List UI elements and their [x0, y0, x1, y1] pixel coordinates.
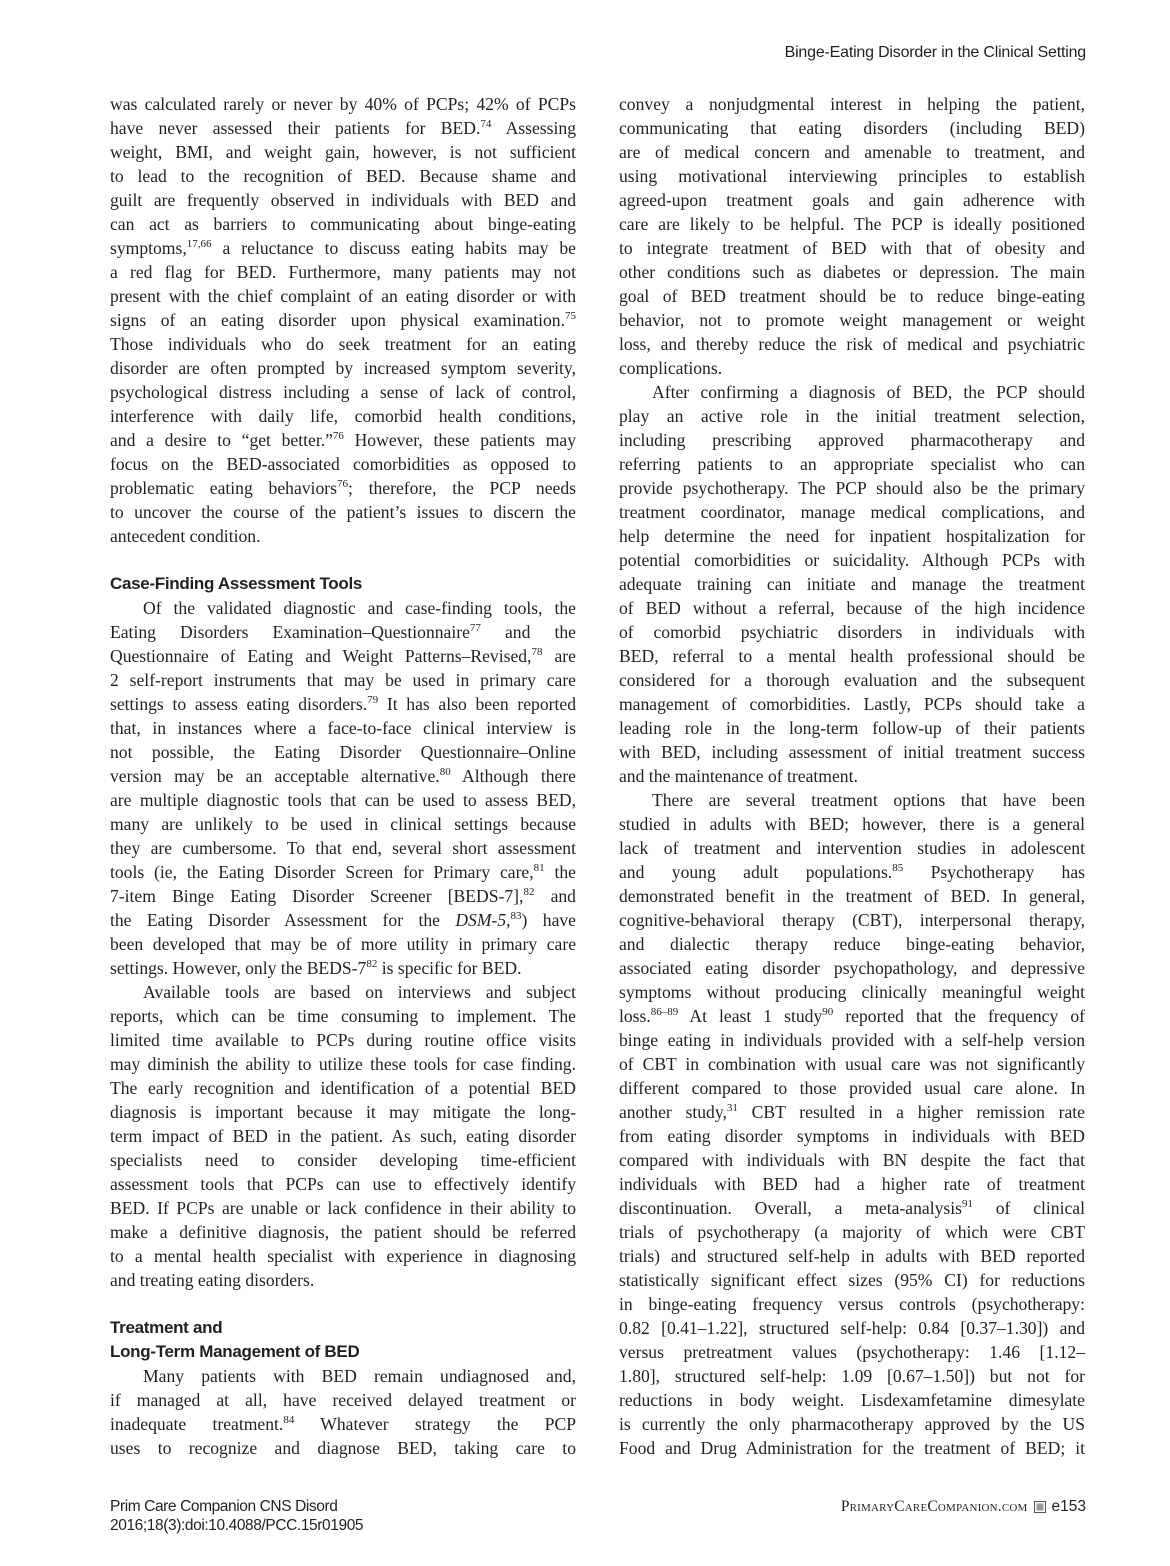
text-line	[110, 1196, 576, 1220]
text-line	[619, 1436, 1085, 1460]
line-text: Although there	[450, 766, 576, 786]
text-line	[110, 932, 576, 956]
paragraph	[110, 92, 576, 548]
line-text: is specific for BED.	[377, 958, 522, 978]
paragraph	[619, 788, 1085, 1460]
line-text: the Eating Disorder Assessment for the	[110, 910, 456, 930]
line-text: and the maintenance of treatment.	[619, 766, 858, 786]
paragraph	[619, 380, 1085, 788]
text-line	[619, 884, 1085, 908]
line-text: focus on the BED-associated comorbidities as opposed to	[110, 454, 576, 474]
line-text: make a definitive diagnosis, the patient should be referred	[110, 1222, 576, 1242]
line-text: Assessing	[491, 118, 576, 138]
line-text: different compared to those provided usual care alone. In	[619, 1078, 1085, 1098]
reference-superscript: 79	[367, 694, 379, 706]
line-text: of BED without a referral, because of the high incidence	[619, 598, 1085, 618]
text-line	[110, 884, 576, 908]
line-text: many are unlikely to be used in clinical settings because	[110, 814, 576, 834]
line-text: demonstrated benefit in the treatment of BED. In general,	[619, 886, 1085, 906]
text-line	[110, 1220, 576, 1244]
line-text: antecedent condition.	[110, 526, 261, 546]
line-text: goal of BED treatment should be to reduce binge-eating	[619, 286, 1085, 306]
line-text: symptoms without producing clinically meaningful weight	[619, 982, 1085, 1002]
line-text: communicating that eating disorders (including BED)	[619, 118, 1085, 138]
left-column	[110, 92, 576, 1460]
reference-superscript: 91	[961, 1198, 973, 1210]
text-line	[110, 788, 576, 812]
text-line	[619, 1148, 1085, 1172]
line-text: are of medical concern and amenable to treatment, and	[619, 142, 1085, 162]
line-text: However, these patients may	[343, 430, 576, 450]
text-line	[619, 980, 1085, 1004]
line-text: signs of an eating disorder upon physical examination.	[110, 310, 565, 330]
text-line	[619, 1340, 1085, 1364]
text-line	[110, 1052, 576, 1076]
line-text: assessment tools that PCPs can use to effectively identify	[110, 1174, 576, 1194]
text-line	[619, 1316, 1085, 1340]
line-text: referring patients to an appropriate specialist who can	[619, 454, 1085, 474]
text-line	[110, 644, 576, 668]
text-line	[619, 284, 1085, 308]
spacer	[110, 548, 576, 572]
text-line	[619, 1364, 1085, 1388]
paragraph	[110, 980, 576, 1292]
line-text: present with the chief complaint of an eating disorder or with	[110, 286, 576, 306]
line-text: to lead to the recognition of BED. Because shame and	[110, 166, 576, 186]
reference-superscript: 82	[523, 886, 535, 898]
text-line	[110, 860, 576, 884]
text-line	[619, 788, 1085, 812]
line-text: potential comorbidities or suicidality. Although PCPs with	[619, 550, 1085, 570]
line-text: statistically significant effect sizes (95% CI) for reductions	[619, 1270, 1085, 1290]
line-text: reported that the frequency of	[833, 1006, 1085, 1026]
section-heading: Treatment and	[110, 1318, 223, 1337]
footer-site-page	[841, 1497, 1086, 1516]
text-line	[619, 812, 1085, 836]
text-line	[619, 1268, 1085, 1292]
line-text: they are cumbersome. To that end, several short assessment	[110, 838, 576, 858]
journal-name: Prim Care Companion CNS Disord	[110, 1498, 338, 1515]
line-text: a reluctance to discuss eating habits may be	[211, 238, 576, 258]
line-text: lack of treatment and intervention studies in adolescent	[619, 838, 1085, 858]
line-text: another study,	[619, 1102, 727, 1122]
text-line	[619, 1220, 1085, 1244]
spacer	[110, 1292, 576, 1316]
paragraph	[110, 596, 576, 980]
text-line	[619, 212, 1085, 236]
text-line	[110, 692, 576, 716]
text-line	[619, 260, 1085, 284]
line-text: treatment coordinator, manage medical complications, and	[619, 502, 1085, 522]
line-text: 1.80], structured self-help: 1.09 [0.67–1.50]) but not for	[619, 1366, 1085, 1386]
text-line	[619, 1196, 1085, 1220]
text-line	[619, 836, 1085, 860]
reference-superscript: 76	[336, 478, 348, 490]
text-line	[619, 572, 1085, 596]
line-text: weight, BMI, and weight gain, however, is not sufficient	[110, 142, 576, 162]
line-text: reductions in body weight. Lisdexamfetamine dimesylate	[619, 1390, 1085, 1410]
line-text: Many patients with BED remain undiagnosed and,	[143, 1366, 576, 1386]
line-text: Those individuals who do seek treatment for an eating	[110, 334, 576, 354]
journal-doi: 2016;18(3):doi:10.4088/PCC.15r01905	[110, 1517, 364, 1534]
line-text: BED, referral to a mental health professional should be	[619, 646, 1085, 666]
text-line	[110, 452, 576, 476]
text-line	[110, 428, 576, 452]
text-line	[619, 1292, 1085, 1316]
paragraph	[619, 92, 1085, 380]
text-line	[619, 332, 1085, 356]
line-text: symptoms,	[110, 238, 187, 258]
line-text: loss, and thereby reduce the risk of medical and psychiatric	[619, 334, 1085, 354]
text-line	[619, 116, 1085, 140]
line-text: and	[534, 886, 576, 906]
text-line	[619, 764, 1085, 788]
line-text: term impact of BED in the patient. As such, eating disorder	[110, 1126, 576, 1146]
text-line	[619, 524, 1085, 548]
text-line	[619, 308, 1085, 332]
line-text: that, in instances where a face-to-face clinical interview is	[110, 718, 576, 738]
line-text: 0.82 [0.41–1.22], structured self-help: 0.84 [0.37–1.30]) and	[619, 1318, 1085, 1338]
text-line	[110, 1124, 576, 1148]
line-text: BED. If PCPs are unable or lack confidence in their ability to	[110, 1198, 576, 1218]
line-text: psychological distress including a sense of lack of control,	[110, 382, 576, 402]
text-line	[110, 1076, 576, 1100]
line-text: limited time available to PCPs during routine office visits	[110, 1030, 576, 1050]
line-text: have never assessed their patients for BED.	[110, 118, 481, 138]
line-text: if managed at all, have received delayed treatment or	[110, 1390, 576, 1410]
text-line	[619, 596, 1085, 620]
line-text: from eating disorder symptoms in individuals with BED	[619, 1126, 1085, 1146]
line-text: compared with individuals with BN despite the fact that	[619, 1150, 1085, 1170]
text-line	[619, 1244, 1085, 1268]
line-text: including prescribing approved pharmacotherapy and	[619, 430, 1085, 450]
text-line	[110, 164, 576, 188]
text-line	[619, 1076, 1085, 1100]
reference-superscript: 31	[726, 1102, 738, 1114]
reference-superscript: 85	[892, 862, 904, 874]
text-line	[110, 1412, 576, 1436]
text-line	[110, 620, 576, 644]
italic-text: DSM-5	[455, 910, 507, 930]
line-text: to a mental health specialist with experience in diagnosing	[110, 1246, 576, 1266]
text-line	[619, 1124, 1085, 1148]
text-line	[110, 308, 576, 332]
line-text: management of comorbidities. Lastly, PCPs should take a	[619, 694, 1085, 714]
line-text: and dialectic therapy reduce binge-eating behavior,	[619, 934, 1085, 954]
text-line	[110, 212, 576, 236]
line-text: binge eating in individuals provided with a self-help version	[619, 1030, 1085, 1050]
line-text: associated eating disorder psychopathology, and depressive	[619, 958, 1085, 978]
line-text: leading role in the long-term follow-up of their patients	[619, 718, 1085, 738]
text-line	[619, 428, 1085, 452]
text-line	[619, 404, 1085, 428]
text-line	[110, 380, 576, 404]
line-text: provide psychotherapy. The PCP should also be the primary	[619, 478, 1085, 498]
line-text: ,	[506, 910, 511, 930]
line-text: studied in adults with BED; however, there is a general	[619, 814, 1085, 834]
text-line	[110, 1244, 576, 1268]
line-text: help determine the need for inpatient hospitalization for	[619, 526, 1085, 546]
reference-superscript: 78	[531, 646, 543, 658]
text-line	[619, 1100, 1085, 1124]
reference-superscript: 77	[469, 622, 481, 634]
line-text: is currently the only pharmacotherapy approved by the US	[619, 1414, 1085, 1434]
text-line	[619, 380, 1085, 404]
text-line	[110, 908, 576, 932]
line-text: been developed that may be of more utility in primary care	[110, 934, 576, 954]
reference-superscript: 17,66	[186, 238, 212, 250]
line-text: care are likely to be helpful. The PCP is ideally positioned	[619, 214, 1085, 234]
line-text: ; therefore, the PCP needs	[347, 478, 576, 498]
reference-superscript: 83	[510, 910, 522, 922]
line-text: of CBT in combination with usual care was not significantly	[619, 1054, 1085, 1074]
text-line	[110, 1100, 576, 1124]
line-text: ) have	[521, 910, 576, 930]
line-text: to integrate treatment of BED with that of obesity and	[619, 238, 1085, 258]
right-column	[619, 92, 1085, 1460]
line-text: Of the validated diagnostic and case-finding tools, the	[143, 598, 576, 618]
line-text: and young adult populations.	[619, 862, 893, 882]
line-text: settings. However, only the BEDS-7	[110, 958, 367, 978]
line-text: was calculated rarely or never by 40% of PCPs; 42% of PCPs	[110, 94, 576, 114]
line-text: Food and Drug Administration for the treatment of BED; it	[619, 1438, 1085, 1458]
line-text: convey a nonjudgmental interest in helping the patient,	[619, 94, 1085, 114]
text-line	[619, 716, 1085, 740]
line-text: Psychotherapy has	[903, 862, 1085, 882]
line-text: At least 1 study	[678, 1006, 823, 1026]
reference-superscript: 75	[565, 310, 576, 322]
text-line	[619, 932, 1085, 956]
text-line	[619, 164, 1085, 188]
text-line	[110, 812, 576, 836]
text-line	[110, 716, 576, 740]
text-line	[110, 236, 576, 260]
text-line	[619, 1004, 1085, 1028]
text-line	[110, 356, 576, 380]
text-line	[110, 1028, 576, 1052]
text-line	[110, 524, 576, 548]
reference-superscript: 81	[533, 862, 545, 874]
line-text: with BED, including assessment of initial treatment success	[619, 742, 1085, 762]
line-text: trials) and structured self-help in adults with BED reported	[619, 1246, 1085, 1266]
text-line	[619, 956, 1085, 980]
reference-superscript: 90	[822, 1006, 834, 1018]
line-text: tools (ie, the Eating Disorder Screen for Primary care,	[110, 862, 534, 882]
line-text: Questionnaire of Eating and Weight Patterns–Revised,	[110, 646, 532, 666]
reference-superscript: 86–89	[650, 1006, 679, 1018]
line-text: version may be an acceptable alternative.	[110, 766, 440, 786]
square-bullet-icon	[1034, 1501, 1046, 1513]
website-link[interactable]: PrimaryCareCompanion.com	[840, 1498, 1028, 1515]
text-line	[110, 92, 576, 116]
text-line	[619, 1172, 1085, 1196]
text-line	[619, 740, 1085, 764]
page-number: e153	[1051, 1498, 1086, 1515]
text-line	[110, 1364, 576, 1388]
line-text: using motivational interviewing principles to establish	[619, 166, 1085, 186]
text-line	[110, 1268, 576, 1292]
text-line	[619, 1028, 1085, 1052]
line-text: The early recognition and identification of a potential BED	[110, 1078, 576, 1098]
line-text: guilt are frequently observed in individuals with BED and	[110, 190, 576, 210]
text-line	[619, 452, 1085, 476]
text-line	[110, 1148, 576, 1172]
reference-superscript: 80	[439, 766, 451, 778]
text-line	[619, 1388, 1085, 1412]
line-text: 7-item Binge Eating Disorder Screener [BEDS-7],	[110, 886, 524, 906]
text-line	[619, 356, 1085, 380]
text-line	[619, 140, 1085, 164]
line-text: agreed-upon treatment goals and gain adherence with	[619, 190, 1085, 210]
text-line	[110, 740, 576, 764]
line-text: to uncover the course of the patient’s issues to discern the	[110, 502, 576, 522]
line-text: in binge-eating frequency versus controls (psychotherapy:	[619, 1294, 1085, 1314]
text-line	[110, 332, 576, 356]
line-text: not possible, the Eating Disorder Questionnaire–Online	[110, 742, 576, 762]
line-text: the	[544, 862, 576, 882]
text-line	[619, 548, 1085, 572]
line-text: adequate training can initiate and manage the treatment	[619, 574, 1085, 594]
text-line	[110, 596, 576, 620]
line-text: After confirming a diagnosis of BED, the PCP should	[652, 382, 1085, 402]
text-line	[110, 1388, 576, 1412]
line-text: 2 self-report instruments that may be used in primary care	[110, 670, 576, 690]
line-text: It has also been reported	[378, 694, 577, 714]
text-line	[110, 1436, 576, 1460]
line-text: are multiple diagnostic tools that can be used to assess BED,	[110, 790, 576, 810]
line-text: inadequate treatment.	[110, 1414, 284, 1434]
line-text: and treating eating disorders.	[110, 1270, 315, 1290]
reference-superscript: 82	[366, 958, 378, 970]
line-text: behavior, not to promote weight management or weight	[619, 310, 1085, 330]
journal-citation	[110, 1497, 363, 1535]
reference-superscript: 76	[332, 430, 344, 442]
text-line	[110, 116, 576, 140]
line-text: cognitive-behavioral therapy (CBT), interpersonal therapy,	[619, 910, 1085, 930]
line-text: and the	[480, 622, 576, 642]
section-heading: Long-Term Management of BED	[110, 1342, 360, 1361]
text-line	[110, 404, 576, 428]
line-text: Available tools are based on interviews and subject	[143, 982, 576, 1002]
line-text: specialists need to consider developing time-efficient	[110, 1150, 576, 1170]
line-text: CBT resulted in a higher remission rate	[737, 1102, 1085, 1122]
line-text: a red flag for BED. Furthermore, many patients may not	[110, 262, 576, 282]
text-line	[110, 140, 576, 164]
text-line	[619, 500, 1085, 524]
line-text: loss.	[619, 1006, 651, 1026]
reference-superscript: 84	[283, 1414, 295, 1426]
text-line	[110, 284, 576, 308]
text-line	[619, 620, 1085, 644]
text-line	[110, 668, 576, 692]
text-line	[619, 644, 1085, 668]
line-text: individuals with BED had a higher rate of treatment	[619, 1174, 1085, 1194]
text-line	[110, 476, 576, 500]
line-text: trials of psychotherapy (a majority of which were CBT	[619, 1222, 1085, 1242]
line-text: diagnosis is important because it may mitigate the long-	[110, 1102, 576, 1122]
line-text: can act as barriers to communicating about binge-eating	[110, 214, 576, 234]
line-text: other conditions such as diabetes or depression. The main	[619, 262, 1085, 282]
text-line	[619, 1412, 1085, 1436]
text-line	[619, 668, 1085, 692]
text-line	[619, 692, 1085, 716]
line-text: disorder are often prompted by increased symptom severity,	[110, 358, 576, 378]
line-text: uses to recognize and diagnose BED, taking care to	[110, 1438, 576, 1458]
text-line	[619, 1052, 1085, 1076]
text-line	[110, 1004, 576, 1028]
line-text: settings to assess eating disorders.	[110, 694, 368, 714]
running-title: Binge-Eating Disorder in the Clinical Setting	[784, 44, 1086, 61]
line-text: are	[542, 646, 576, 666]
text-line	[110, 764, 576, 788]
reference-superscript: 74	[480, 118, 492, 130]
line-text: Eating Disorders Examination–Questionnaire	[110, 622, 470, 642]
text-line	[110, 188, 576, 212]
line-text: complications.	[619, 358, 723, 378]
text-line	[619, 860, 1085, 884]
paragraph	[110, 1364, 576, 1460]
text-line	[619, 476, 1085, 500]
text-line	[110, 500, 576, 524]
text-line	[110, 980, 576, 1004]
text-line	[110, 260, 576, 284]
text-line	[110, 836, 576, 860]
line-text: reports, which can be time consuming to implement. The	[110, 1006, 576, 1026]
line-text: of clinical	[972, 1198, 1085, 1218]
line-text: discontinuation. Overall, a meta-analysis	[619, 1198, 962, 1218]
line-text: play an active role in the initial treatment selection,	[619, 406, 1085, 426]
line-text: of comorbid psychiatric disorders in individuals with	[619, 622, 1085, 642]
line-text: considered for a thorough evaluation and the subsequent	[619, 670, 1085, 690]
line-text: There are several treatment options that have been	[652, 790, 1085, 810]
text-line	[110, 956, 576, 980]
text-line	[619, 236, 1085, 260]
line-text: versus pretreatment values (psychotherapy: 1.46 [1.12–	[619, 1342, 1085, 1362]
line-text: problematic eating behaviors	[110, 478, 337, 498]
text-line	[110, 1172, 576, 1196]
line-text: may diminish the ability to utilize these tools for case finding.	[110, 1054, 576, 1074]
text-line	[619, 908, 1085, 932]
line-text: interference with daily life, comorbid health conditions,	[110, 406, 576, 426]
text-line	[619, 92, 1085, 116]
line-text: Whatever strategy the PCP	[294, 1414, 576, 1434]
section-heading: Case-Finding Assessment Tools	[110, 574, 363, 593]
line-text: and a desire to “get better.”	[110, 430, 333, 450]
text-line	[619, 188, 1085, 212]
